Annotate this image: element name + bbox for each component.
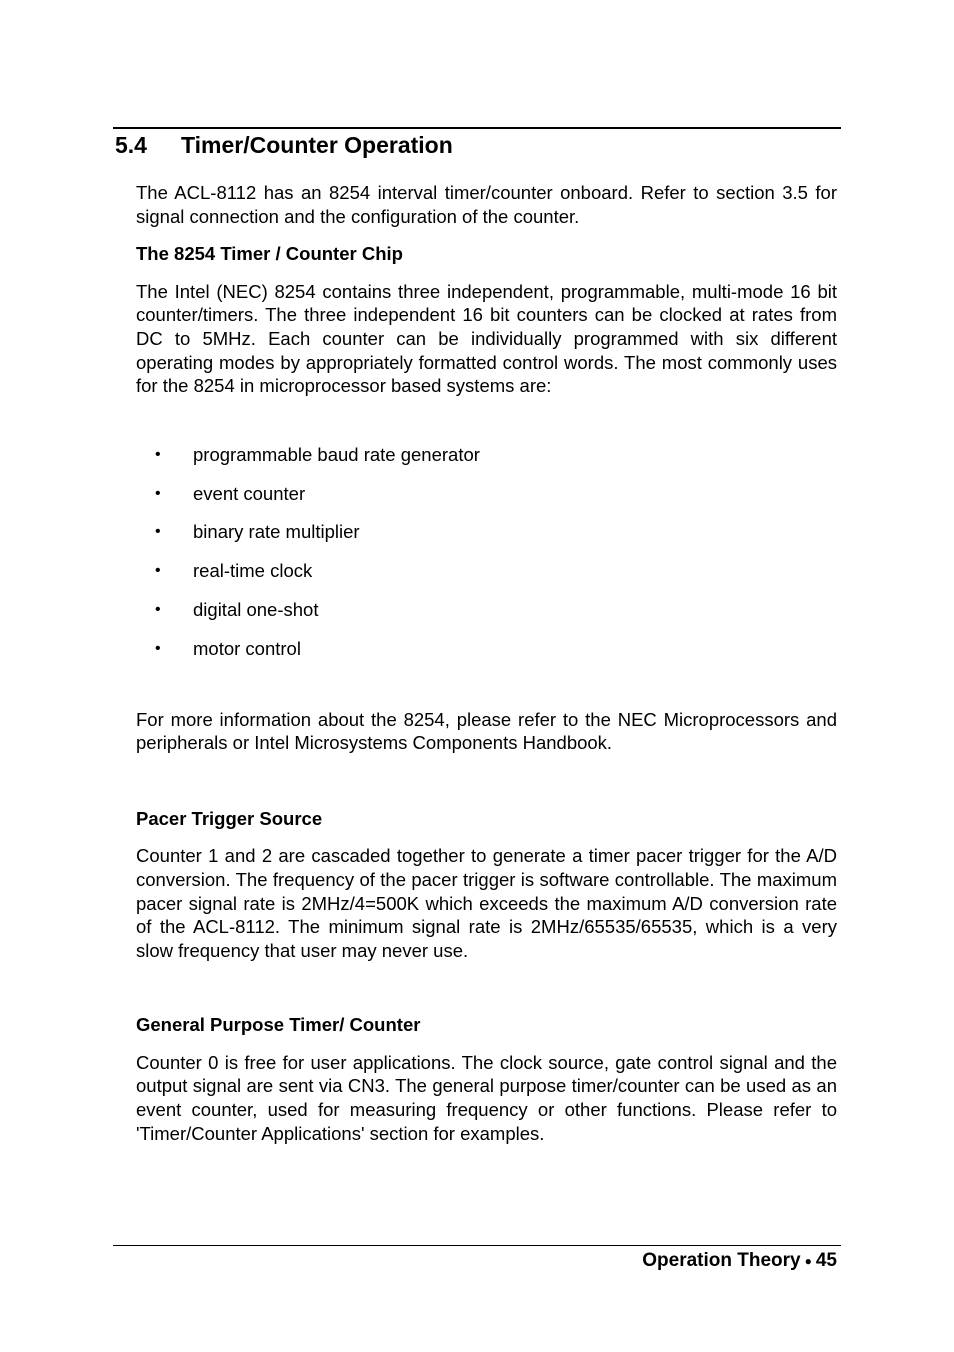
chip-heading: The 8254 Timer / Counter Chip [136, 243, 403, 265]
list-item [136, 443, 837, 482]
chip-paragraph: The Intel (NEC) 8254 contains three independent, programmable, multi-mode 16 bit counter/timers. The three independent 16 bit counters can be clocked at rates from DC to 5MHz. Each counter can be individually programmed with six different operating modes by appropriately formatted control words. The most commonly uses for the 8254 in microprocessor based systems are: [136, 280, 837, 397]
list-item [136, 637, 837, 676]
header-rule [113, 127, 841, 129]
bullet-icon: • [155, 562, 161, 580]
bullet-icon: • [155, 445, 161, 463]
list-item [136, 520, 837, 559]
list-item-text: binary rate multiplier [193, 521, 360, 543]
list-item-text: programmable baud rate generator [193, 443, 480, 465]
pacer-paragraph: Counter 1 and 2 are cascaded together to generate a timer pacer trigger for the A/D conversion. The frequency of the pacer trigger is software controllable. The maximum pacer signal rate is 2MHz/4=500K which exceeds the maximum A/D conversion rate of the ACL-8112. The minimum signal rate is 2MHz/65535/65535, which is a very slow frequency that user may never use. [136, 845, 837, 961]
general-purpose-paragraph: Counter 0 is free for user applications. The clock source, gate control signal and the output signal are sent via CN3. The general purpose timer/counter can be used as an event counter, used for measuring frequency or other functions. Please refer to 'Timer/Counter Applications' section for examples. [136, 1051, 837, 1144]
bullet-icon: • [155, 639, 161, 657]
bullet-icon: • [155, 484, 161, 502]
uses-list [136, 443, 837, 676]
list-item-text: real-time clock [193, 560, 313, 582]
page-footer [642, 1250, 837, 1272]
list-item [136, 598, 837, 637]
list-item-text: event counter [193, 482, 306, 504]
page-content [136, 181, 837, 1145]
list-item [136, 559, 837, 598]
footer-chapter: Operation Theory [642, 1250, 801, 1271]
footer-bullet-icon: ● [804, 1253, 812, 1268]
list-item [136, 482, 837, 521]
section-number: 5.4 [115, 132, 147, 158]
pacer-heading: Pacer Trigger Source [136, 807, 323, 829]
general-purpose-heading: General Purpose Timer/ Counter [136, 1014, 421, 1036]
page-number: 45 [815, 1250, 837, 1271]
intro-paragraph: The ACL-8112 has an 8254 interval timer/counter onboard. Refer to section 3.5 for signal connection and the configuration of the counter. [136, 182, 837, 227]
footer-rule [113, 1245, 841, 1246]
bullet-icon: • [155, 600, 161, 618]
more-info-paragraph: For more information about the 8254, please refer to the NEC Microprocessors and peripherals or Intel Microsystems Components Handbook. [136, 708, 837, 754]
list-item-text: motor control [193, 637, 301, 659]
section-title: Timer/Counter Operation [181, 132, 453, 158]
list-item-text: digital one-shot [193, 598, 319, 620]
bullet-icon: • [155, 523, 161, 541]
section-heading [115, 132, 453, 159]
